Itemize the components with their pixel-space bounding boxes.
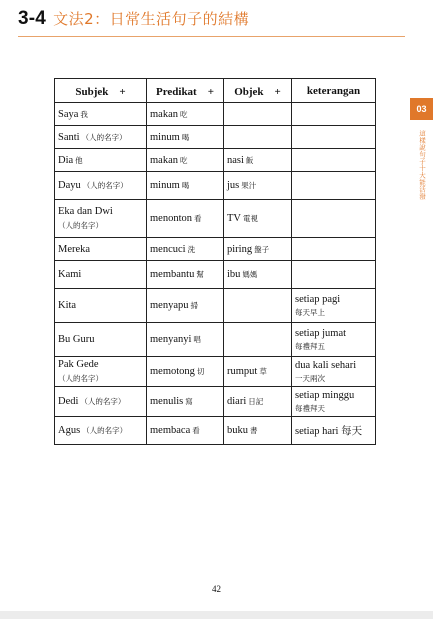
page-bottom-band xyxy=(0,611,433,619)
sentence-structure-table xyxy=(54,78,376,445)
predikat-translation: 喝 xyxy=(181,132,190,142)
cell-objek xyxy=(224,126,292,149)
keterangan-text: setiap jumat xyxy=(295,327,347,339)
cell-objek xyxy=(224,103,292,126)
subjek-translation: （人的名字） xyxy=(81,132,127,142)
objek-translation: 草 xyxy=(259,367,267,376)
cell-subjek xyxy=(55,387,147,417)
subjek-note: （人的名字） xyxy=(58,221,103,230)
table-body xyxy=(55,103,376,445)
cell-predikat xyxy=(147,323,224,357)
objek-translation: 日記 xyxy=(248,397,264,406)
cell-objek xyxy=(224,238,292,261)
predikat-text: membantu xyxy=(150,269,195,280)
keterangan-translation: 一天兩次 xyxy=(295,373,325,383)
header-predikat: Predikat + xyxy=(147,79,224,103)
subjek-text: Dia xyxy=(58,154,74,166)
header-objek: Objek + xyxy=(224,79,292,103)
section-number: 3-4 xyxy=(18,8,47,29)
keterangan-text: setiap hari 每天 xyxy=(295,426,363,437)
cell-predikat xyxy=(147,149,224,172)
cell-objek xyxy=(224,149,292,172)
subjek-text: Pak Gede xyxy=(58,359,99,370)
objek-text: buku xyxy=(227,425,248,436)
cell-keterangan xyxy=(292,200,376,238)
cell-objek xyxy=(224,387,292,417)
predikat-text: memotong xyxy=(150,366,195,377)
objek-text: nasi xyxy=(227,154,244,166)
cell-predikat xyxy=(147,357,224,387)
predikat-translation: 看 xyxy=(192,426,200,435)
subjek-text: Santi xyxy=(58,131,80,143)
table-row xyxy=(55,357,376,387)
subjek-text: Saya xyxy=(58,108,79,120)
cell-keterangan xyxy=(292,238,376,261)
predikat-translation: 幫 xyxy=(196,270,204,279)
cell-predikat xyxy=(147,261,224,289)
predikat-text: mencuci xyxy=(150,243,186,255)
keterangan-translation: 每天早上 xyxy=(295,307,325,317)
objek-text: TV xyxy=(227,213,241,224)
cell-subjek xyxy=(55,149,147,172)
predikat-translation: 洗 xyxy=(187,244,196,254)
cell-objek xyxy=(224,323,292,357)
cell-subjek xyxy=(55,200,147,238)
cell-objek xyxy=(224,289,292,323)
cell-objek xyxy=(224,261,292,289)
objek-text: ibu xyxy=(227,269,241,280)
cell-keterangan xyxy=(292,261,376,289)
keterangan-translation: 每禮拜五 xyxy=(295,341,325,351)
page-header xyxy=(18,8,403,32)
subjek-translation: （人的名字） xyxy=(82,181,128,190)
cell-subjek xyxy=(55,417,147,445)
section-title: 文法2：日常生活句子的結構 xyxy=(53,10,250,28)
cell-keterangan xyxy=(292,103,376,126)
predikat-translation: 喝 xyxy=(181,181,190,190)
subjek-text: Mereka xyxy=(58,243,91,255)
predikat-translation: 切 xyxy=(196,367,205,376)
predikat-text: menyanyi xyxy=(150,334,192,345)
header-divider xyxy=(18,36,405,37)
subjek-translation: 我 xyxy=(80,109,88,119)
cell-subjek xyxy=(55,289,147,323)
table-row xyxy=(55,103,376,126)
predikat-text: minum xyxy=(150,180,180,191)
table-row xyxy=(55,417,376,445)
cell-predikat xyxy=(147,289,224,323)
predikat-translation: 寫 xyxy=(185,397,193,406)
predikat-translation: 吃 xyxy=(180,155,188,165)
cell-subjek xyxy=(55,172,147,200)
predikat-text: menyapu xyxy=(150,300,189,311)
objek-text: rumput xyxy=(227,366,258,377)
table-header-row xyxy=(55,79,376,103)
table-row xyxy=(55,289,376,323)
table-row xyxy=(55,200,376,238)
objek-text: piring xyxy=(227,243,253,255)
keterangan-text: setiap pagi xyxy=(295,293,341,305)
cell-predikat xyxy=(147,200,224,238)
cell-predikat xyxy=(147,387,224,417)
cell-keterangan xyxy=(292,323,376,357)
predikat-text: makan xyxy=(150,154,178,166)
predikat-translation: 唱 xyxy=(193,335,201,344)
cell-keterangan xyxy=(292,357,376,387)
cell-subjek xyxy=(55,357,147,387)
subjek-text: Dedi xyxy=(58,396,79,407)
cell-objek xyxy=(224,357,292,387)
cell-keterangan xyxy=(292,172,376,200)
keterangan-text: setiap minggu xyxy=(295,389,355,401)
predikat-text: makan xyxy=(150,108,178,120)
page-number: 42 xyxy=(212,584,221,594)
table-row xyxy=(55,172,376,200)
cell-objek xyxy=(224,200,292,238)
cell-predikat xyxy=(147,103,224,126)
subjek-note: （人的名字） xyxy=(58,374,103,383)
objek-translation: 書 xyxy=(250,426,258,435)
subjek-translation: （人的名字） xyxy=(80,397,126,406)
subjek-text: Agus xyxy=(58,425,81,436)
cell-subjek xyxy=(55,238,147,261)
chapter-side-label: 這樣說句子十大能活潑 xyxy=(418,130,426,200)
subjek-text: Kita xyxy=(58,300,77,311)
table-row xyxy=(55,149,376,172)
cell-predikat xyxy=(147,417,224,445)
cell-keterangan xyxy=(292,417,376,445)
cell-subjek xyxy=(55,103,147,126)
cell-objek xyxy=(224,417,292,445)
cell-predikat xyxy=(147,172,224,200)
predikat-translation: 掃 xyxy=(190,301,198,310)
cell-keterangan xyxy=(292,387,376,417)
subjek-translation: 他 xyxy=(75,155,83,165)
predikat-text: menulis xyxy=(150,396,184,407)
table-row xyxy=(55,323,376,357)
cell-subjek xyxy=(55,261,147,289)
table-row xyxy=(55,261,376,289)
predikat-translation: 看 xyxy=(194,214,202,223)
table-row xyxy=(55,126,376,149)
keterangan-text: dua kali sehari xyxy=(295,359,357,371)
predikat-text: membaca xyxy=(150,425,191,436)
objek-translation: 媽媽 xyxy=(242,270,258,279)
predikat-text: menonton xyxy=(150,213,192,224)
objek-translation: 果汁 xyxy=(241,181,257,190)
cell-keterangan xyxy=(292,289,376,323)
subjek-text: Bu Guru xyxy=(58,334,95,345)
subjek-text: Eka dan Dwi xyxy=(58,206,113,217)
keterangan-translation: 每禮拜天 xyxy=(295,403,325,413)
cell-objek xyxy=(224,172,292,200)
table-row xyxy=(55,238,376,261)
chapter-tab: 03 xyxy=(410,98,433,120)
cell-predikat xyxy=(147,238,224,261)
cell-keterangan xyxy=(292,149,376,172)
subjek-text: Dayu xyxy=(58,180,81,191)
header-keterangan: keterangan xyxy=(292,79,376,103)
objek-translation: 盤子 xyxy=(254,244,270,254)
cell-predikat xyxy=(147,126,224,149)
header-subjek: Subjek + xyxy=(55,79,147,103)
objek-text: diari xyxy=(227,396,247,407)
table-row xyxy=(55,387,376,417)
subjek-translation: （人的名字） xyxy=(82,426,128,435)
cell-keterangan xyxy=(292,126,376,149)
subjek-text: Kami xyxy=(58,269,82,280)
objek-translation: 電視 xyxy=(243,214,258,223)
objek-text: jus xyxy=(227,180,240,191)
cell-subjek xyxy=(55,323,147,357)
predikat-text: minum xyxy=(150,131,180,143)
predikat-translation: 吃 xyxy=(180,109,188,119)
cell-subjek xyxy=(55,126,147,149)
objek-translation: 飯 xyxy=(245,155,254,165)
